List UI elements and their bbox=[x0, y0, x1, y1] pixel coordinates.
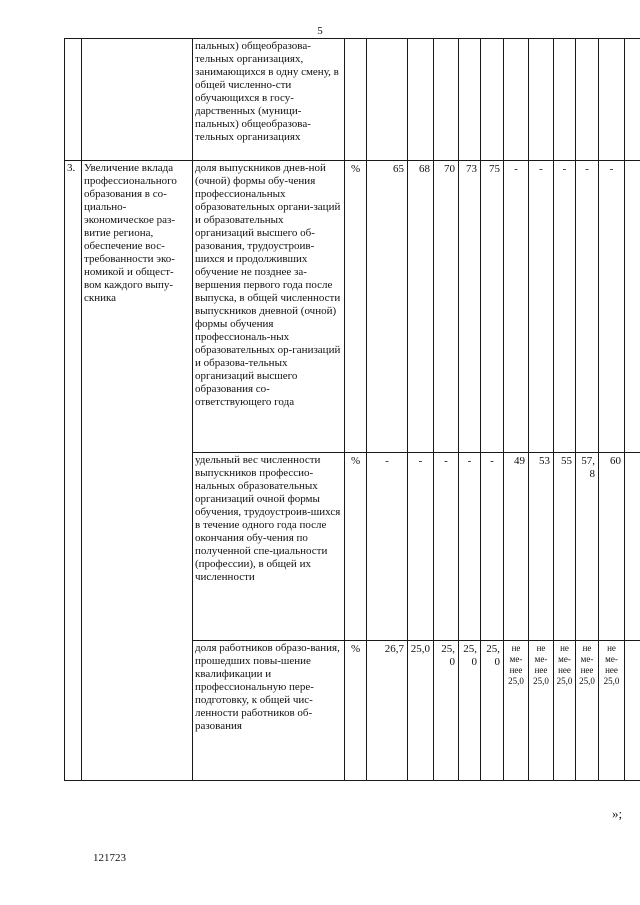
min-value-cell: не ме- нее 25,0 bbox=[599, 641, 625, 781]
indicators-table bbox=[64, 38, 640, 781]
table-row-continuation bbox=[65, 39, 640, 161]
indicator-text: доля работников образо-вания, прошедших повы-шение квалификации и профессиональную пере-подготовку, к общей чис-ленности работников об-разования bbox=[193, 641, 345, 781]
value-cell: - bbox=[504, 161, 529, 453]
value-cell: - bbox=[481, 453, 504, 641]
unit-cell: % bbox=[345, 161, 367, 453]
value-cell: 25,0 bbox=[408, 641, 434, 781]
row-number: 3. bbox=[65, 161, 82, 781]
value-cell: 68 bbox=[408, 161, 434, 453]
value-cell: 26,7 bbox=[367, 641, 408, 781]
value-cell: - bbox=[367, 453, 408, 641]
value-cell: 60 bbox=[599, 453, 625, 641]
unit-cell: % bbox=[345, 641, 367, 781]
value-cell: - bbox=[434, 453, 459, 641]
value-cell: - bbox=[459, 453, 481, 641]
value-cell: 49 bbox=[504, 453, 529, 641]
value-cell: 55 bbox=[554, 453, 576, 641]
indicator-text: доля выпускников днев-ной (очной) формы обу-чения профессиональных образовательных органи-заций и образовательных организаций высшего об-разования, трудоустроив-шихся и продолживших обучение не позднее за-вершения первого года после выпуска, в общей численности выпускников дневной (очной) формы обучения профессиональ-ных образовательных ор-ганизаций и образова-тельных организаций высшего образования со-ответствующего года bbox=[193, 161, 345, 453]
goal-cell bbox=[82, 39, 193, 161]
document-code: 121723 bbox=[93, 852, 126, 864]
value-cell: 75 bbox=[481, 161, 504, 453]
min-value-cell: не ме- нее 25,0 bbox=[554, 641, 576, 781]
indicator-text: удельный вес численности выпускников профессио-нальных образовательных организаций очной формы обучения, трудоустроив-шихся в течение одного года после окончания обу-чения по полученной спе-циальности (профессии), в общей их численности bbox=[193, 453, 345, 641]
value-cell: - bbox=[408, 453, 434, 641]
value-cell: 53 bbox=[529, 453, 554, 641]
unit-cell: % bbox=[345, 453, 367, 641]
value-cell: - bbox=[529, 161, 554, 453]
value-cell: 25,0 bbox=[481, 641, 504, 781]
value-cell: - bbox=[576, 161, 599, 453]
min-value-cell: не ме- нее 25,0 bbox=[529, 641, 554, 781]
table-row-3a bbox=[65, 161, 640, 453]
min-value-cell: не ме- нее 25,0 bbox=[576, 641, 599, 781]
value-cell: 70 bbox=[434, 161, 459, 453]
value-cell: 57,8 bbox=[576, 453, 599, 641]
indicator-text: пальных) общеобразова-тельных организациях, занимающихся в одну смену, в общей численно-сти обучающихся в госу-дарственных (муници-пальных) общеобразова-тельных организациях bbox=[193, 39, 345, 161]
value-cell: 65 bbox=[367, 161, 408, 453]
page-number: 5 bbox=[317, 25, 323, 37]
goal-text: Увеличение вклада профессионального образования в со-циально-экономическое раз-витие региона, обеспечение вос-требованности эко-номикой и общест-вом каждого выпу-скника bbox=[82, 161, 193, 781]
closing-quote: »; bbox=[612, 806, 623, 821]
row-number-cell bbox=[65, 39, 82, 161]
value-cell: 25,0 bbox=[459, 641, 481, 781]
value-cell: 73 bbox=[459, 161, 481, 453]
value-cell: - bbox=[554, 161, 576, 453]
value-cell: - bbox=[599, 161, 625, 453]
value-cell: 25,0 bbox=[434, 641, 459, 781]
min-value-cell: не ме- нее 25,0 bbox=[504, 641, 529, 781]
